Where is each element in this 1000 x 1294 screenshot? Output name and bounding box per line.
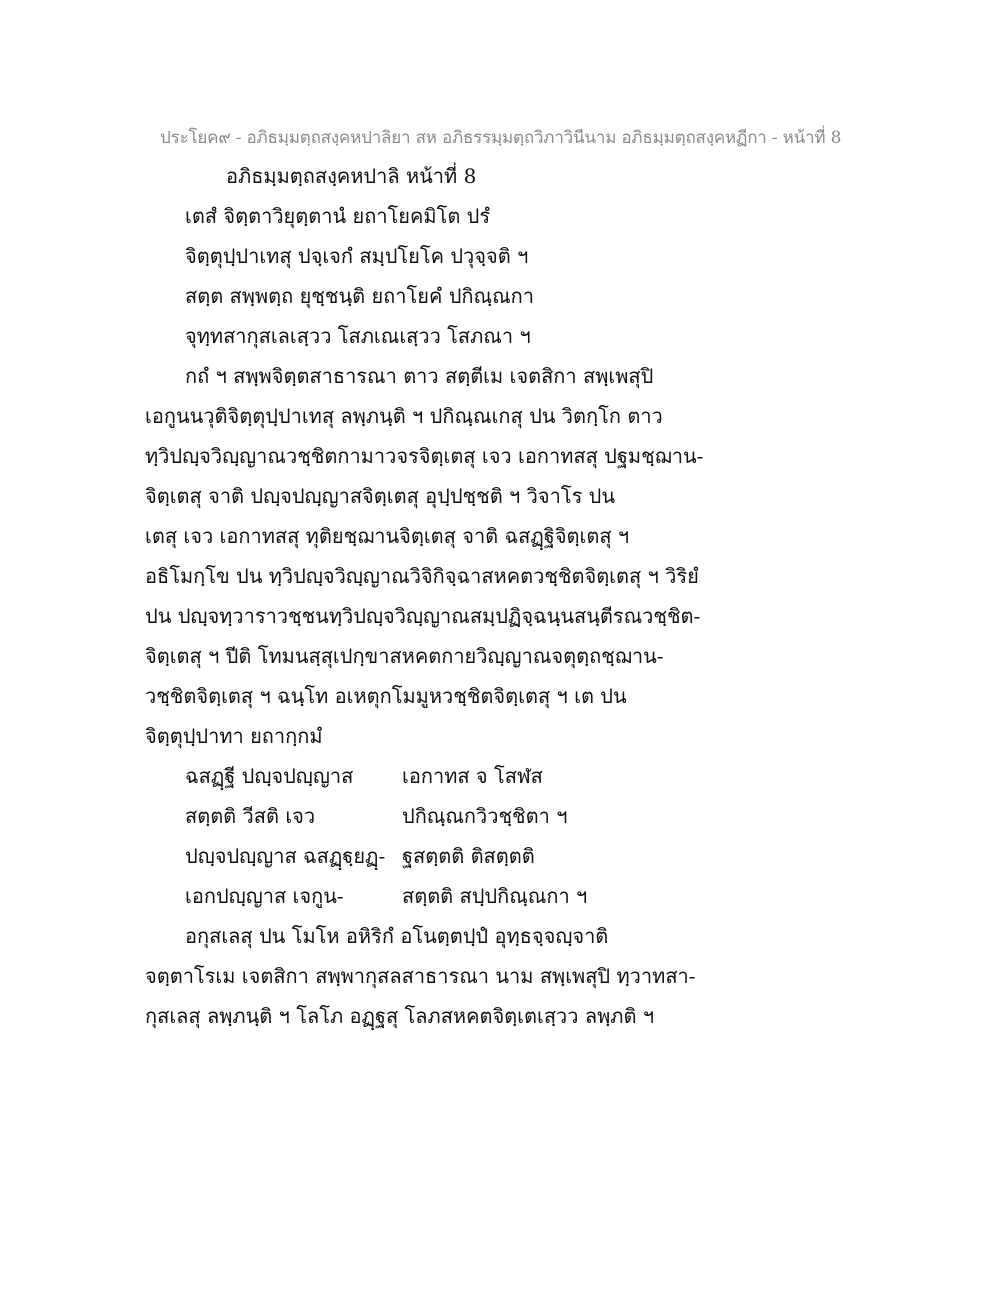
- verse-pair-2-right: ปกิณฺณกวิวชฺชิตา ฯ: [402, 804, 568, 828]
- verse-line-4: จุทฺทสากุสเลเสฺวว โสภเณเสฺวว โสภณา ฯ: [185, 324, 531, 348]
- verse-line-1: เตสํ จิตฺตาวิยุตฺตานํ ยถาโยคมิโต ปรํ: [185, 204, 491, 228]
- paragraph-line-4: จิตฺเตสุ จาติ ปญฺจปญฺญาสจิตฺเตสุ อุปฺปชฺชติ ฯ วิจาโร ปน: [145, 484, 616, 508]
- verse-line-3: สตฺต สพฺพตฺถ ยุชฺชนฺติ ยถาโยคํ ปกิณฺณกา: [185, 284, 534, 308]
- page-title: อภิธมฺมตฺถสงฺคหปาลิ หน้าที่ 8: [226, 164, 477, 188]
- paragraph-line-2: เอกูนนวุติจิตฺตุปฺปาเทสุ ลพฺภนฺติ ฯ ปกิณฺณเกสุ ปน วิตกฺโก ตาว: [145, 404, 663, 428]
- verse-pair-1-left: ฉสฏฺฐี ปญฺจปญฺญาส: [185, 764, 354, 788]
- paragraph-line-6: อธิโมกฺโข ปน ทฺวิปญฺจวิญฺญาณวิจิกิจฺฉาสหคตวชฺชิตจิตฺเตสุ ฯ วิริยํ: [145, 564, 699, 588]
- paragraph-line-5: เตสุ เจว เอกาทสสุ ทุติยชฺฌานจิตฺเตสุ จาติ ฉสฏฺฐิจิตฺเตสุ ฯ: [145, 524, 630, 548]
- verse-pair-1-right: เอกาทส จ โสฬส: [402, 764, 543, 788]
- closing-line-3: กุสเลสุ ลพฺภนฺติ ฯ โลโภ อฏฺฐสุ โลภสหคตจิตฺเตเสฺวว ลพฺภติ ฯ: [145, 1004, 655, 1028]
- closing-line-2: จตฺตาโรเม เจตสิกา สพฺพากุสลสาธารณา นาม สพฺเพสุปิ ทฺวาทสา-: [145, 964, 696, 988]
- paragraph-line-3: ทฺวิปญฺจวิญฺญาณวชฺชิตกามาวจรจิตฺเตสุ เจว เอกาทสสุ ปฐมชฺฌาน-: [145, 444, 704, 468]
- paragraph-line-9: วชฺชิตจิตฺเตสุ ฯ ฉนฺโท อเหตุกโมมูหวชฺชิตจิตฺเตสุ ฯ เต ปน: [145, 684, 627, 708]
- verse-pair-4-left: เอกปญฺญาส เจกูน-: [185, 884, 344, 908]
- paragraph-line-1: กถํ ฯ สพฺพจิตฺตสาธารณา ตาว สตฺตีเม เจตสิกา สพฺเพสุปิ: [185, 364, 654, 388]
- verse-pair-4-right: สตฺตติ สปฺปกิณฺณกา ฯ: [402, 884, 588, 908]
- verse-pair-3-left: ปญฺจปญฺญาส ฉสฏฺฐฺยฏฺ-: [185, 844, 386, 868]
- verse-line-2: จิตฺตุปฺปาเทสุ ปจฺเจกํ สมฺปโยโค ปวุจฺจติ ฯ: [185, 244, 529, 268]
- closing-line-1: อกุสเลสุ ปน โมโห อหิริกํ อโนตฺตปฺปํ อุทฺธจฺจญฺจาติ: [185, 924, 609, 948]
- paragraph-line-7: ปน ปญฺจทฺวาราวชฺชนทฺวิปญฺจวิญฺญาณสมฺปฏิจฺฉนฺนสนฺตีรณวชฺชิต-: [145, 604, 701, 628]
- running-header: ประโยค๙ - อภิธมฺมตฺถสงฺคหปาลิยา สห อภิธรรมฺมตฺถวิภาวินีนาม อภิธมฺมตฺถสงฺคหฏีกา - หน้าที่ 8: [160, 128, 842, 148]
- paragraph-line-10: จิตฺตุปฺปาทา ยถากฺกมํ: [145, 724, 323, 748]
- paragraph-line-8: จิตฺเตสุ ฯ ปีติ โทมนสฺสุเปกฺขาสหคตกายวิญฺญาณจตุตฺถชฺฌาน-: [145, 644, 664, 668]
- verse-pair-3-right: ฐสตฺตติ ติสตฺตติ: [402, 844, 535, 868]
- verse-pair-2-left: สตฺตติ วีสติ เจว: [185, 804, 316, 828]
